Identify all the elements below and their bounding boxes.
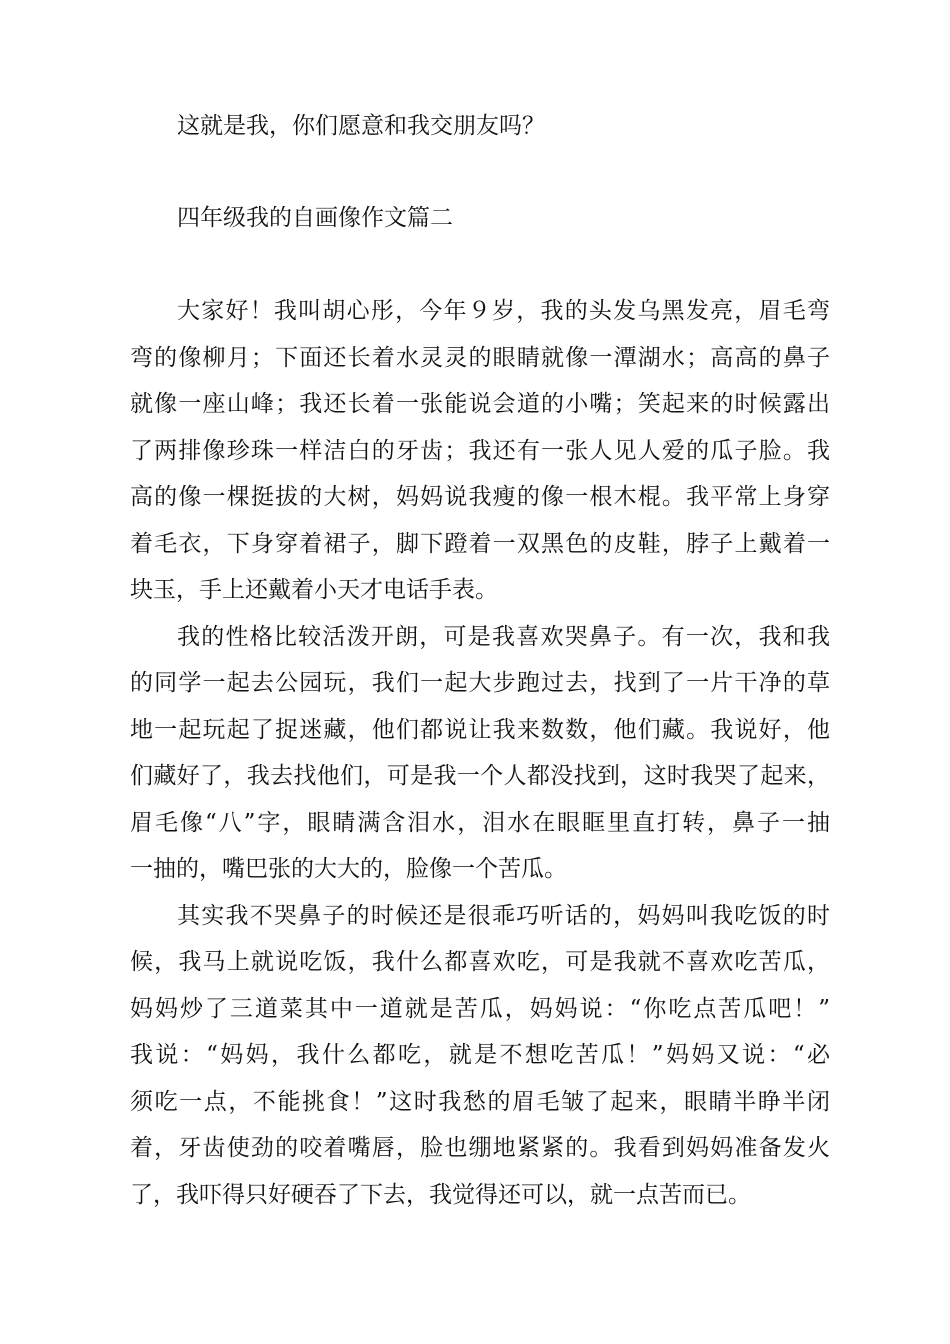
paragraph-line: 了两排像珍珠一样洁白的牙齿；我还有一张人见人爱的瓜子脸。我 [130, 438, 830, 464]
paragraph-line: 我的性格比较活泼开朗，可是我喜欢哭鼻子。有一次，我和我 [177, 624, 830, 650]
paragraph-line: 们藏好了，我去找他们，可是我一个人都没找到，这时我哭了起来， [130, 763, 830, 789]
paragraph-line: 地一起玩起了捉迷藏，他们都说让我来数数，他们藏。我说好，他 [130, 717, 830, 743]
paragraph-line: 其实我不哭鼻子的时候还是很乖巧听话的，妈妈叫我吃饭的时 [177, 903, 830, 929]
paragraph-line: 我说：“妈妈，我什么都吃，就是不想吃苦瓜！”妈妈又说：“必 [130, 1042, 830, 1068]
paragraph-line: 妈妈炒了三道菜其中一道就是苦瓜，妈妈说：“你吃点苦瓜吧！” [130, 996, 830, 1022]
paragraph-line: 了，我吓得只好硬吞了下去，我觉得还可以，就一点苦而已。 [130, 1182, 751, 1208]
paragraph-line: 大家好！我叫胡心彤，今年９岁，我的头发乌黑发亮，眉毛弯 [177, 298, 830, 324]
paragraph-line: 的同学一起去公园玩，我们一起大步跑过去，找到了一片干净的草 [130, 670, 830, 696]
paragraph-line: 着，牙齿使劲的咬着嘴唇，脸也绷地紧紧的。我看到妈妈准备发火 [130, 1135, 830, 1161]
paragraph-line: 就像一座山峰；我还长着一张能说会道的小嘴；笑起来的时候露出 [130, 391, 830, 417]
paragraph-line: 候，我马上就说吃饭，我什么都喜欢吃，可是我就不喜欢吃苦瓜， [130, 949, 830, 975]
paragraph-line: 须吃一点，不能挑食！”这时我愁的眉毛皱了起来，眼睛半睁半闭 [130, 1089, 830, 1115]
paragraph-line: 块玉，手上还戴着小天才电话手表。 [130, 577, 498, 603]
paragraph-line: 一抽的，嘴巴张的大大的，脸像一个苦瓜。 [130, 856, 567, 882]
paragraph-line: 高的像一棵挺拔的大树，妈妈说我瘦的像一根木棍。我平常上身穿 [130, 484, 830, 510]
intro-line: 这就是我，你们愿意和我交朋友吗？ [177, 113, 545, 139]
paragraph-line: 眉毛像“八”字，眼睛满含泪水，泪水在眼眶里直打转，鼻子一抽 [130, 810, 830, 836]
paragraph-line: 着毛衣，下身穿着裙子，脚下蹬着一双黑色的皮鞋，脖子上戴着一 [130, 531, 830, 557]
section-heading: 四年级我的自画像作文篇二 [177, 205, 453, 231]
paragraph-line: 弯的像柳月；下面还长着水灵灵的眼睛就像一潭湖水；高高的鼻子 [130, 345, 830, 371]
